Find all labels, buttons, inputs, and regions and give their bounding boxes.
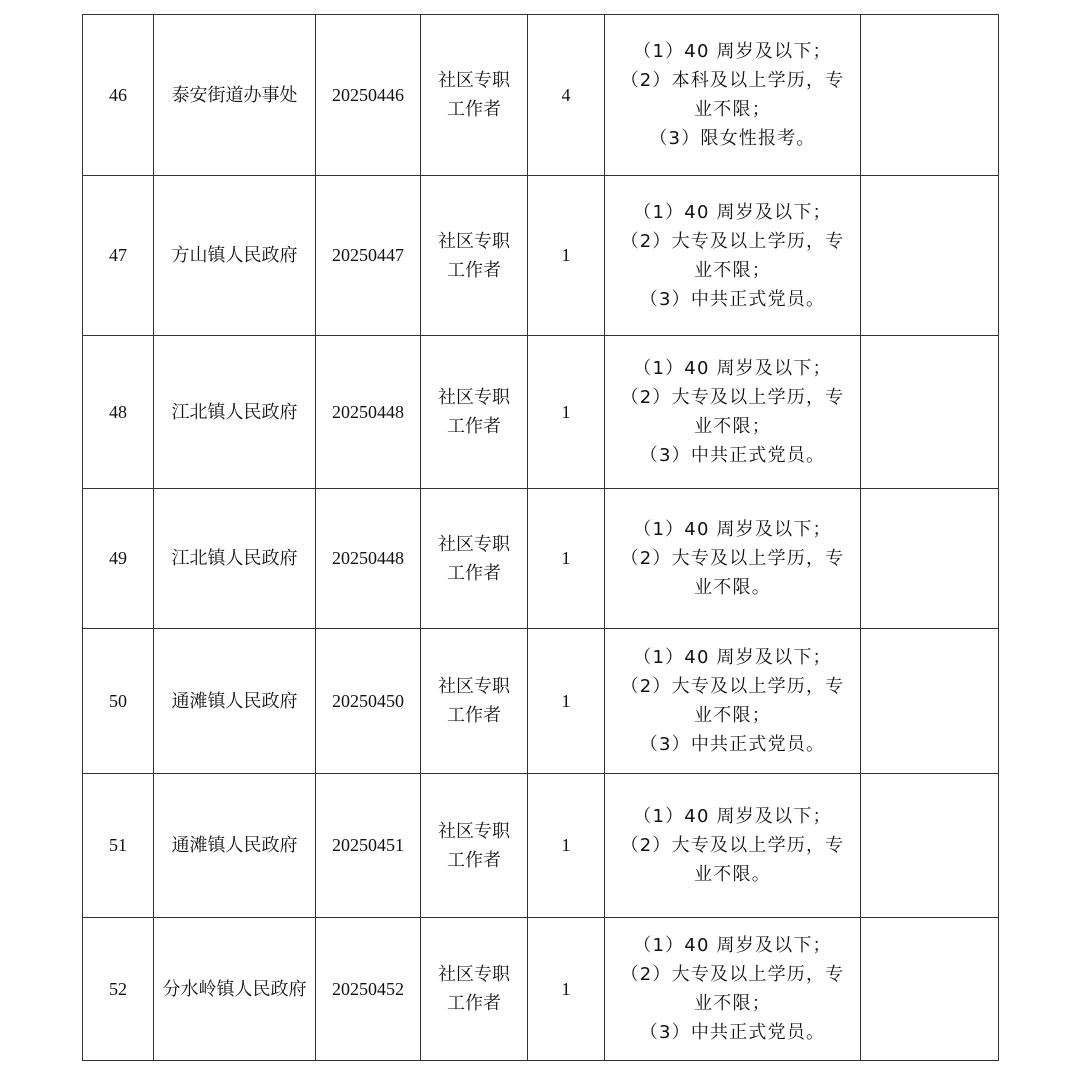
row-number: 49 <box>83 489 154 629</box>
position-name-line: 社区专职 <box>438 676 510 697</box>
hiring-unit: 分水岭镇人民政府 <box>154 918 316 1061</box>
position-code: 20250452 <box>316 918 421 1061</box>
hiring-count: 1 <box>528 176 605 336</box>
requirement-line: （1）40 周岁及以下； <box>633 358 832 379</box>
position-name-line: 工作者 <box>447 259 501 281</box>
requirement-line: （1）40 周岁及以下； <box>633 201 832 223</box>
requirements <box>605 489 861 629</box>
hiring-count: 1 <box>528 774 605 918</box>
table-row <box>83 15 999 176</box>
row-number: 46 <box>83 15 154 176</box>
remarks <box>861 176 999 336</box>
hiring-count: 1 <box>528 336 605 489</box>
position-name-line: 社区专职 <box>438 964 510 985</box>
recruitment-table-sheet <box>82 14 998 1061</box>
requirement-line: （2）大专及以上学历，专 <box>620 548 845 569</box>
requirement-line: （2）大专及以上学历，专 <box>620 676 845 697</box>
requirement-line: 业不限； <box>694 993 771 1014</box>
hiring-unit: 江北镇人民政府 <box>154 489 316 629</box>
requirement-line: （3）中共正式党员。 <box>639 1022 826 1043</box>
row-number: 52 <box>83 918 154 1061</box>
table-row <box>83 629 999 774</box>
position-code: 20250451 <box>316 774 421 918</box>
requirement-line: （2）大专及以上学历，专 <box>620 387 845 408</box>
position-code: 20250448 <box>316 336 421 489</box>
remarks <box>861 489 999 629</box>
requirement-line: （1）40 周岁及以下； <box>633 41 832 62</box>
requirement-line: （2）本科及以上学历，专 <box>620 70 845 91</box>
table-row <box>83 176 999 336</box>
hiring-unit: 泰安街道办事处 <box>154 15 316 176</box>
position-name-line: 社区专职 <box>438 533 510 555</box>
requirements <box>605 15 861 176</box>
remarks <box>861 15 999 176</box>
requirement-line: 业不限； <box>694 705 771 726</box>
requirement-line: （3）中共正式党员。 <box>639 734 826 755</box>
row-number: 51 <box>83 774 154 918</box>
requirement-line: 业不限。 <box>694 864 771 885</box>
hiring-unit: 江北镇人民政府 <box>154 336 316 489</box>
requirement-line: 业不限； <box>694 259 771 281</box>
requirements <box>605 774 861 918</box>
remarks <box>861 774 999 918</box>
position-name-line: 工作者 <box>447 705 501 726</box>
remarks <box>861 918 999 1061</box>
position-name-line: 社区专职 <box>438 230 510 252</box>
hiring-count: 4 <box>528 15 605 176</box>
position-code: 20250447 <box>316 176 421 336</box>
requirement-line: （3）中共正式党员。 <box>639 288 826 310</box>
position-name <box>421 336 528 489</box>
hiring-unit: 通滩镇人民政府 <box>154 774 316 918</box>
requirement-line: （1）40 周岁及以下； <box>633 647 832 668</box>
position-name <box>421 774 528 918</box>
position-code: 20250446 <box>316 15 421 176</box>
remarks <box>861 336 999 489</box>
requirement-line: （1）40 周岁及以下； <box>633 519 832 540</box>
requirements <box>605 629 861 774</box>
table-row <box>83 336 999 489</box>
row-number: 48 <box>83 336 154 489</box>
position-name-line: 工作者 <box>447 416 501 437</box>
hiring-count: 1 <box>528 629 605 774</box>
requirement-line: （2）大专及以上学历，专 <box>620 835 845 856</box>
requirements <box>605 176 861 336</box>
table-row <box>83 918 999 1061</box>
requirement-line: （3）中共正式党员。 <box>639 445 826 466</box>
position-code: 20250450 <box>316 629 421 774</box>
position-name-line: 工作者 <box>447 99 501 120</box>
hiring-unit: 方山镇人民政府 <box>154 176 316 336</box>
hiring-count: 1 <box>528 918 605 1061</box>
row-number: 50 <box>83 629 154 774</box>
position-name <box>421 15 528 176</box>
requirements <box>605 918 861 1061</box>
position-name-line: 工作者 <box>447 562 501 584</box>
hiring-count: 1 <box>528 489 605 629</box>
row-number: 47 <box>83 176 154 336</box>
requirement-line: 业不限。 <box>694 577 771 598</box>
requirement-line: 业不限； <box>694 99 771 120</box>
requirement-line: （1）40 周岁及以下； <box>633 806 832 827</box>
remarks <box>861 629 999 774</box>
position-name <box>421 629 528 774</box>
requirement-line: （2）大专及以上学历，专 <box>620 230 845 252</box>
requirement-line: （2）大专及以上学历，专 <box>620 964 845 985</box>
requirements <box>605 336 861 489</box>
position-name-line: 社区专职 <box>438 70 510 91</box>
requirement-line: （1）40 周岁及以下； <box>633 935 832 956</box>
table-row <box>83 774 999 918</box>
recruitment-table <box>82 14 999 1061</box>
position-name-line: 工作者 <box>447 849 501 871</box>
table-row <box>83 489 999 629</box>
position-name-line: 社区专职 <box>438 820 510 842</box>
requirement-line: （3）限女性报考。 <box>649 128 816 149</box>
position-name-line: 工作者 <box>447 993 501 1014</box>
requirement-line: 业不限； <box>694 416 771 437</box>
position-name <box>421 176 528 336</box>
position-name <box>421 489 528 629</box>
position-name <box>421 918 528 1061</box>
position-name-line: 社区专职 <box>438 387 510 408</box>
hiring-unit: 通滩镇人民政府 <box>154 629 316 774</box>
position-code: 20250448 <box>316 489 421 629</box>
